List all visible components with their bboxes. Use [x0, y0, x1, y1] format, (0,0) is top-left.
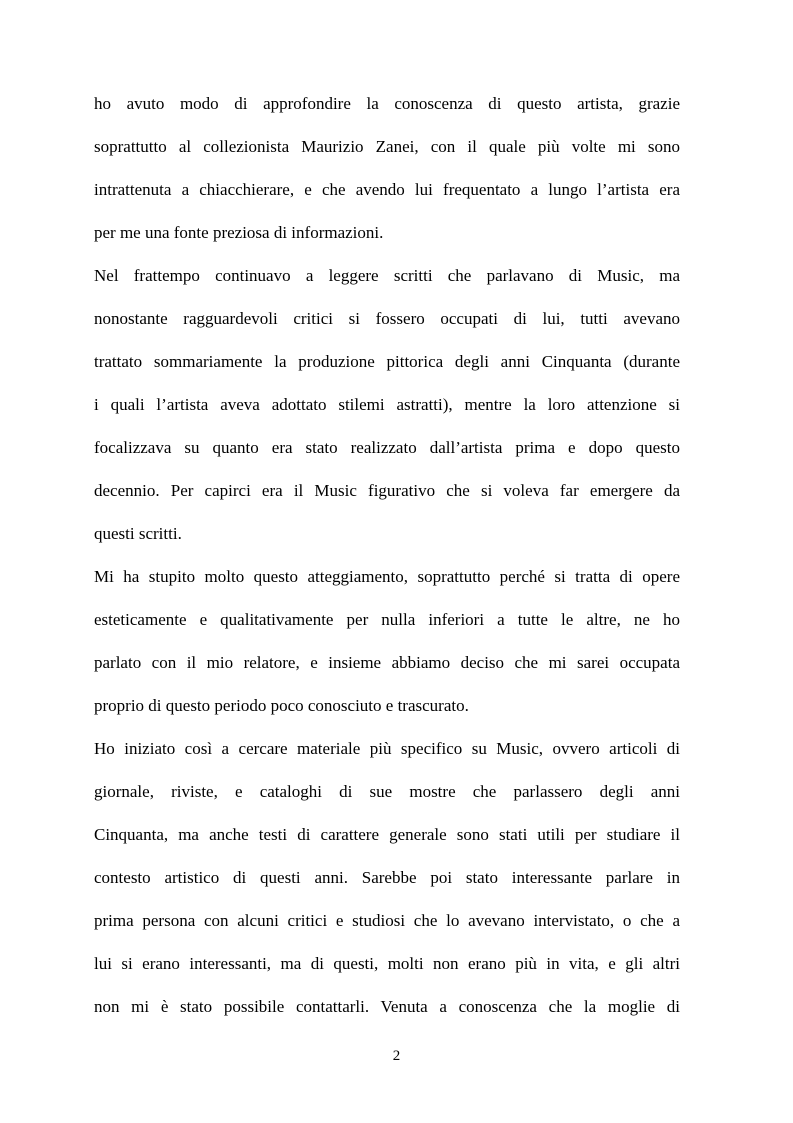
text-line: lui si erano interessanti, ma di questi, molti non erano più in vita, e gli altri	[94, 954, 680, 973]
text-line: questi scritti.	[94, 524, 182, 543]
text-line: intrattenuta a chiacchierare, e che avendo lui frequentato a lungo l’artista era	[94, 180, 680, 199]
text-line: per me una fonte preziosa di informazioni.	[94, 223, 384, 242]
text-line: trattato sommariamente la produzione pittorica degli anni Cinquanta (durante	[94, 352, 680, 371]
text-line: i quali l’artista aveva adottato stilemi astratti), mentre la loro attenzione si	[94, 395, 680, 414]
text-line: nonostante ragguardevoli critici si fossero occupati di lui, tutti avevano	[94, 309, 680, 328]
text-line: decennio. Per capirci era il Music figurativo che si voleva far emergere da	[94, 481, 680, 500]
text-line: Mi ha stupito molto questo atteggiamento, soprattutto perché si tratta di opere	[94, 567, 680, 586]
text-line: Nel frattempo continuavo a leggere scritti che parlavano di Music, ma	[94, 266, 680, 285]
text-line: ho avuto modo di approfondire la conoscenza di questo artista, grazie	[94, 94, 680, 113]
text-line: parlato con il mio relatore, e insieme abbiamo deciso che mi sarei occupata	[94, 653, 680, 672]
text-line: esteticamente e qualitativamente per nulla inferiori a tutte le altre, ne ho	[94, 610, 680, 629]
text-line: prima persona con alcuni critici e studiosi che lo avevano intervistato, o che a	[94, 911, 680, 930]
text-line: non mi è stato possibile contattarli. Venuta a conoscenza che la moglie di	[94, 997, 680, 1016]
text-line: soprattutto al collezionista Maurizio Zanei, con il quale più volte mi sono	[94, 137, 680, 156]
text-line: contesto artistico di questi anni. Sarebbe poi stato interessante parlare in	[94, 868, 680, 887]
text-line: focalizzava su quanto era stato realizzato dall’artista prima e dopo questo	[94, 438, 680, 457]
text-line: giornale, riviste, e cataloghi di sue mostre che parlassero degli anni	[94, 782, 680, 801]
page-number: 2	[392, 1048, 401, 1064]
document-body	[94, 82, 680, 1028]
text-line: Cinquanta, ma anche testi di carattere generale sono stati utili per studiare il	[94, 825, 680, 844]
text-line: Ho iniziato così a cercare materiale più specifico su Music, ovvero articoli di	[94, 739, 680, 758]
text-line: proprio di questo periodo poco conosciuto e trascurato.	[94, 696, 469, 715]
